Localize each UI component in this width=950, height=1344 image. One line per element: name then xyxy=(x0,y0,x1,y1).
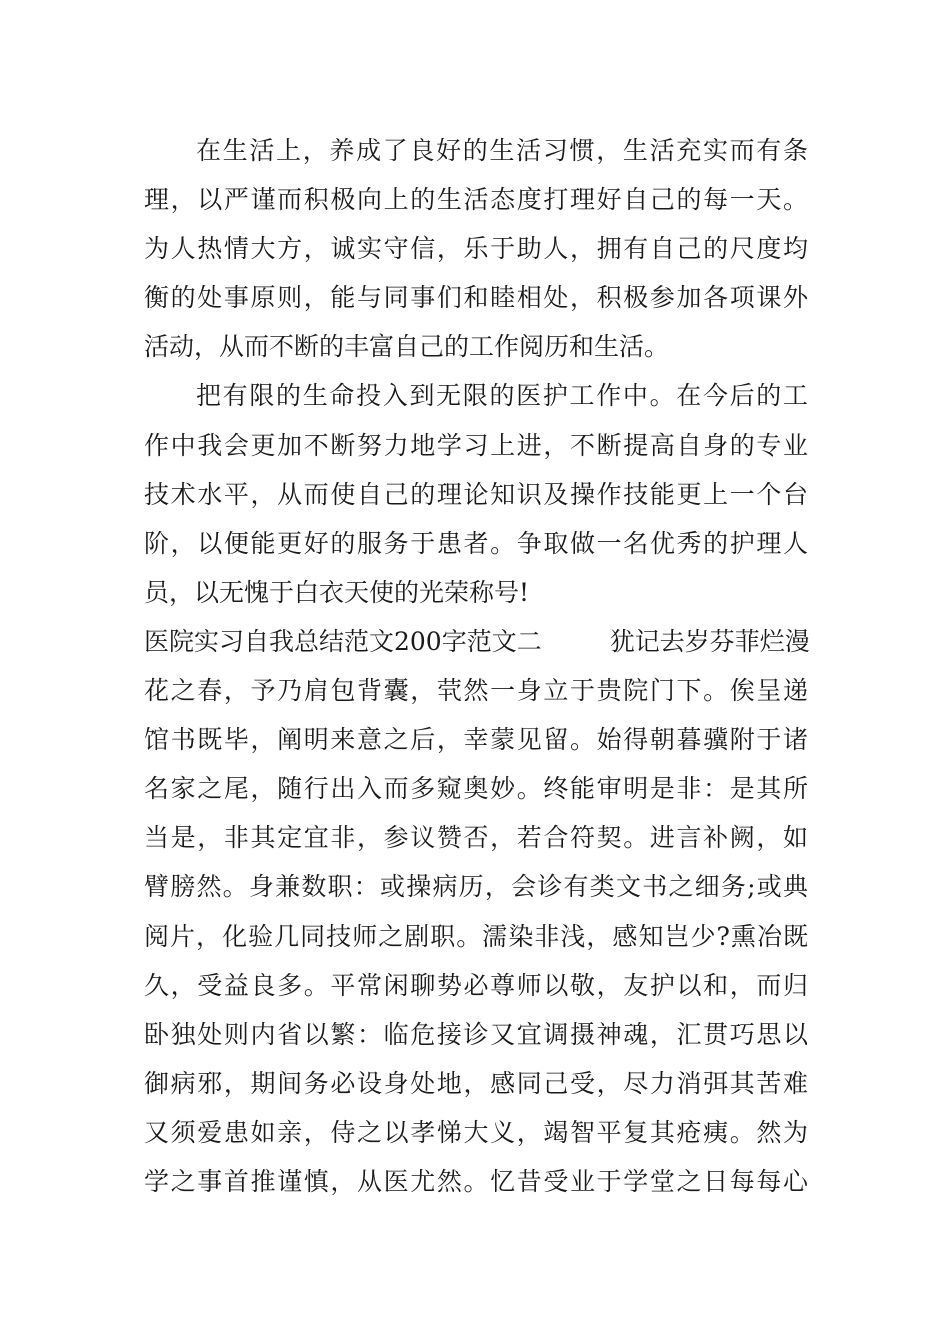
paragraph-line: 久，受益良多。平常闲聊势必尊师以敬，友护以和，而归 xyxy=(144,970,808,1000)
section-heading-line xyxy=(144,617,808,666)
paragraph-line: 阶，以便能更好的服务于患者。争取做一名优秀的护理人 xyxy=(144,528,808,558)
paragraph-line: 在生活上，养成了良好的生活习惯，生活充实而有条 xyxy=(196,136,808,165)
paragraph-start: 犹记去岁芬菲烂漫 xyxy=(609,626,810,656)
paragraph-line: 臂膀然。身兼数职：或操病历，会诊有类文书之细务;或典 xyxy=(144,872,808,902)
paragraph-line: 名家之尾，随行出入而多窥奥妙。终能审明是非：是其所 xyxy=(144,774,808,804)
paragraph-line: 把有限的生命投入到无限的医护工作中。在今后的工 xyxy=(196,381,808,411)
paragraph-line: 学之事首推谨慎，从医尤然。忆昔受业于学堂之日每每心 xyxy=(144,1166,808,1196)
paragraph-line: 当是，非其定宜非，参议赞否，若合符契。进言补阙，如 xyxy=(144,823,808,853)
paragraph-line: 技术水平，从而使自己的理论知识及操作技能更上一个台 xyxy=(144,479,808,509)
paragraph-line: 衡的处事原则，能与同事们和睦相处，积极参加各项课外 xyxy=(144,283,808,313)
paragraph-line: 御病邪，期间务必设身处地，感同己受，尽力消弭其苦难 xyxy=(144,1068,808,1098)
document-body xyxy=(144,126,808,1206)
paragraph-line: 为人热情大方，诚实守信，乐于助人，拥有自己的尺度均 xyxy=(144,234,808,264)
paragraph-line: 花之春，予乃肩包背囊，茕然一身立于贵院门下。俟呈递 xyxy=(144,676,808,706)
section-heading: 医院实习自我总结范文200字范文二 xyxy=(144,626,542,656)
paragraph-line: 卧独处则内省以繁：临危接诊又宜调摄神魂，汇贯巧思以 xyxy=(144,1019,808,1049)
paragraph-line: 理，以严谨而积极向上的生活态度打理好自己的每一天。 xyxy=(144,185,808,215)
paragraph-line: 活动，从而不断的丰富自己的工作阅历和生活。 xyxy=(144,332,670,362)
paragraph-line: 馆书既毕，阐明来意之后，幸蒙见留。始得朝暮骥附于诸 xyxy=(144,725,808,755)
paragraph-line: 又须爱患如亲，侍之以孝悌大义，竭智平复其疮痍。然为 xyxy=(144,1117,808,1147)
paragraph-line: 作中我会更加不断努力地学习上进，不断提高自身的专业 xyxy=(144,430,808,460)
paragraph-line: 阅片，化验几同技师之剧职。濡染非浅，感知岂少?熏冶既 xyxy=(144,921,808,951)
paragraph-line: 员，以无愧于白衣天使的光荣称号! xyxy=(144,577,530,607)
